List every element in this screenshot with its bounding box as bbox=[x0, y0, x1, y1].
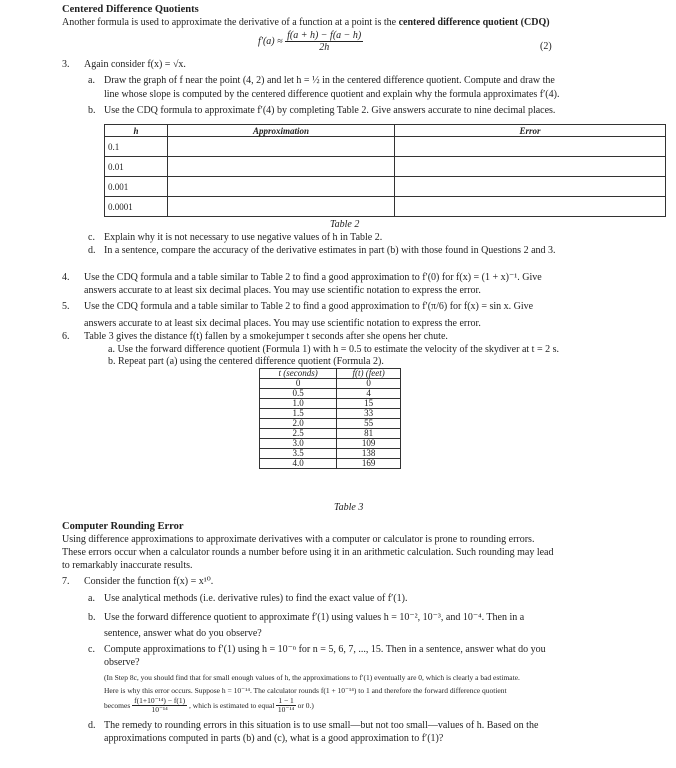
t2-error-cell[interactable] bbox=[395, 137, 666, 157]
note3-fraction2 bbox=[276, 697, 295, 714]
t3-t-cell: 3.0 bbox=[260, 439, 337, 449]
q3-text: Again consider f(x) = √x. bbox=[84, 59, 186, 70]
table-2 bbox=[104, 124, 666, 217]
formula-denominator: 2h bbox=[319, 42, 330, 53]
q7c-line2: observe? bbox=[104, 657, 140, 668]
section-title: Centered Difference Quotients bbox=[62, 4, 199, 15]
t3-f-cell: 4 bbox=[337, 389, 401, 399]
q6-number: 6. bbox=[62, 331, 70, 342]
q7d-label: d. bbox=[88, 720, 96, 731]
q4-line1: Use the CDQ formula and a table similar to Table 2 to find a good approximation to f′(0) for f(x) = (1 + x)⁻¹. Give bbox=[84, 272, 542, 283]
table-row bbox=[105, 157, 666, 177]
q6-line1: Table 3 gives the distance f(t) fallen by a smokejumper t seconds after she opens her chute. bbox=[84, 331, 448, 342]
table-row bbox=[260, 459, 401, 469]
q3d-line: In a sentence, compare the accuracy of the derivative estimates in part (b) with those found in Questions 2 and 3. bbox=[104, 245, 556, 256]
t3-header-t: t (seconds) bbox=[260, 369, 337, 379]
t3-t-cell: 1.0 bbox=[260, 399, 337, 409]
note3-den1: 10⁻¹⁴ bbox=[151, 705, 168, 714]
table-3 bbox=[259, 368, 401, 469]
q7d-line1: The remedy to rounding errors in this situation is to use small—but not too small—values of h. Based on the bbox=[104, 720, 539, 731]
q7-text: Consider the function f(x) = x¹⁰. bbox=[84, 576, 214, 587]
t3-t-cell: 1.5 bbox=[260, 409, 337, 419]
table-row bbox=[260, 439, 401, 449]
q3b-label: b. bbox=[88, 105, 96, 116]
table3-caption: Table 3 bbox=[334, 502, 364, 513]
q7a-line: Use analytical methods (i.e. derivative rules) to find the exact value of f′(1). bbox=[104, 593, 408, 604]
intro-bold: centered difference quotient (CDQ) bbox=[398, 17, 550, 28]
note3-post: or 0.) bbox=[297, 701, 314, 710]
q7b-label: b. bbox=[88, 612, 96, 623]
t2-header-approx: Approximation bbox=[168, 125, 395, 137]
t2-approx-cell[interactable] bbox=[168, 137, 395, 157]
cdq-formula bbox=[258, 30, 363, 53]
table-row bbox=[260, 399, 401, 409]
t3-t-cell: 2.0 bbox=[260, 419, 337, 429]
t3-t-cell: 4.0 bbox=[260, 459, 337, 469]
q3-number: 3. bbox=[62, 59, 70, 70]
note3-pre: becomes bbox=[104, 701, 131, 710]
table-row bbox=[260, 379, 401, 389]
t2-h-cell: 0.1 bbox=[105, 137, 168, 157]
q7a-label: a. bbox=[88, 593, 95, 604]
q3a-line1: Draw the graph of f near the point (4, 2) and let h = ½ in the centered difference quotient. Compute and draw the bbox=[104, 75, 555, 86]
t2-approx-cell[interactable] bbox=[168, 197, 395, 217]
q3a-line2: line whose slope is computed by the centered difference quotient and explain why the formula approximates f′(4). bbox=[104, 89, 560, 100]
intro-text bbox=[62, 17, 550, 29]
t3-f-cell: 33 bbox=[337, 409, 401, 419]
t2-h-cell: 0.0001 bbox=[105, 197, 168, 217]
note3-mid: , which is estimated to equal bbox=[189, 701, 275, 710]
t3-f-cell: 81 bbox=[337, 429, 401, 439]
q4-line2: answers accurate to at least six decimal places. You may use scientific notation to express the error. bbox=[84, 285, 481, 296]
q7-number: 7. bbox=[62, 576, 70, 587]
t2-header-h: h bbox=[105, 125, 168, 137]
table-row bbox=[105, 177, 666, 197]
t3-f-cell: 169 bbox=[337, 459, 401, 469]
note3-num2: 1 − 1 bbox=[278, 696, 294, 705]
q3b-line1: Use the CDQ formula to approximate f′(4) by completing Table 2. Give answers accurate to nine decimal places. bbox=[104, 105, 556, 116]
q4-number: 4. bbox=[62, 272, 70, 283]
q7b-line2: sentence, answer what do you observe? bbox=[104, 628, 262, 639]
formula-tag: (2) bbox=[540, 41, 552, 52]
intro-plain: Another formula is used to approximate the derivative of a function at a point is the bbox=[62, 17, 397, 28]
table-row bbox=[260, 409, 401, 419]
formula-numerator: f(a + h) − f(a − h) bbox=[287, 30, 362, 41]
q7-note-line3 bbox=[104, 697, 314, 714]
note3-fraction1 bbox=[132, 697, 187, 714]
q7b-line1: Use the forward difference quotient to approximate f′(1) using values h = 10⁻², 10⁻³, and 10⁻⁴. Then in a bbox=[104, 612, 525, 623]
t3-t-cell: 0.5 bbox=[260, 389, 337, 399]
q5-line2: answers accurate to at least six decimal places. You may use scientific notation to express the error. bbox=[84, 318, 481, 329]
t3-f-cell: 138 bbox=[337, 449, 401, 459]
q7-note-line2: Here is why this error occurs. Suppose h = 10⁻¹⁴. The calculator rounds f(1 + 10⁻¹⁴) to 1 and therefore the forward difference quotient bbox=[104, 686, 507, 695]
t3-t-cell: 2.5 bbox=[260, 429, 337, 439]
q7c-line1: Compute approximations to f′(1) using h = 10⁻ⁿ for n = 5, 6, 7, ..., 15. Then in a sentence, answer what do you bbox=[104, 644, 546, 655]
q3d-label: d. bbox=[88, 245, 96, 256]
q3a-label: a. bbox=[88, 75, 95, 86]
t3-f-cell: 0 bbox=[337, 379, 401, 389]
t2-approx-cell[interactable] bbox=[168, 177, 395, 197]
table-row bbox=[260, 389, 401, 399]
q5-number: 5. bbox=[62, 301, 70, 312]
q6b-line: b. Repeat part (a) using the centered difference quotient (Formula 2). bbox=[108, 356, 384, 367]
note3-num1: f(1+10⁻¹⁴) − f(1) bbox=[134, 696, 186, 705]
table-row bbox=[260, 429, 401, 439]
t3-f-cell: 15 bbox=[337, 399, 401, 409]
formula-lhs: f′(a) ≈ bbox=[258, 36, 283, 47]
t3-f-cell: 109 bbox=[337, 439, 401, 449]
formula-fraction bbox=[285, 30, 363, 53]
t2-header-error: Error bbox=[395, 125, 666, 137]
q6a-line: a. Use the forward difference quotient (Formula 1) with h = 0.5 to estimate the velocity of the skydiver at t = 2 s. bbox=[108, 344, 559, 355]
table-row bbox=[260, 419, 401, 429]
t3-f-cell: 55 bbox=[337, 419, 401, 429]
table2-caption: Table 2 bbox=[330, 219, 360, 230]
q7-note-line1: (In Step 8c, you should find that for small enough values of h, the approximations to f′(1) eventually are 0, which is clearly a bad estimate. bbox=[104, 673, 520, 682]
table-row bbox=[105, 197, 666, 217]
t2-approx-cell[interactable] bbox=[168, 157, 395, 177]
rounding-title: Computer Rounding Error bbox=[62, 521, 184, 532]
q7c-label: c. bbox=[88, 644, 95, 655]
t2-error-cell[interactable] bbox=[395, 197, 666, 217]
q7d-line2: approximations computed in parts (b) and (c), what is a good approximation to f′(1)? bbox=[104, 733, 444, 744]
rounding-line1: Using difference approximations to approximate derivatives with a computer or calculator is prone to rounding errors. bbox=[62, 534, 535, 545]
q3c-line: Explain why it is not necessary to use negative values of h in Table 2. bbox=[104, 232, 383, 243]
note3-den2: 10⁻¹⁴ bbox=[277, 705, 295, 714]
rounding-line2: These errors occur when a calculator rounds a number before using it in an arithmetic calculation. Such rounding may lead bbox=[62, 547, 554, 558]
rounding-line3: to remarkably inaccurate results. bbox=[62, 560, 193, 571]
t3-t-cell: 0 bbox=[260, 379, 337, 389]
t2-error-cell[interactable] bbox=[395, 157, 666, 177]
q5-line1: Use the CDQ formula and a table similar to Table 2 to find a good approximation to f′(π/6) for f(x) = sin x. Give bbox=[84, 301, 534, 312]
q3c-label: c. bbox=[88, 232, 95, 243]
table-row bbox=[260, 449, 401, 459]
table-row bbox=[105, 137, 666, 157]
t2-h-cell: 0.01 bbox=[105, 157, 168, 177]
t2-h-cell: 0.001 bbox=[105, 177, 168, 197]
t3-t-cell: 3.5 bbox=[260, 449, 337, 459]
t2-error-cell[interactable] bbox=[395, 177, 666, 197]
t3-header-f: f(t) (feet) bbox=[337, 369, 401, 379]
